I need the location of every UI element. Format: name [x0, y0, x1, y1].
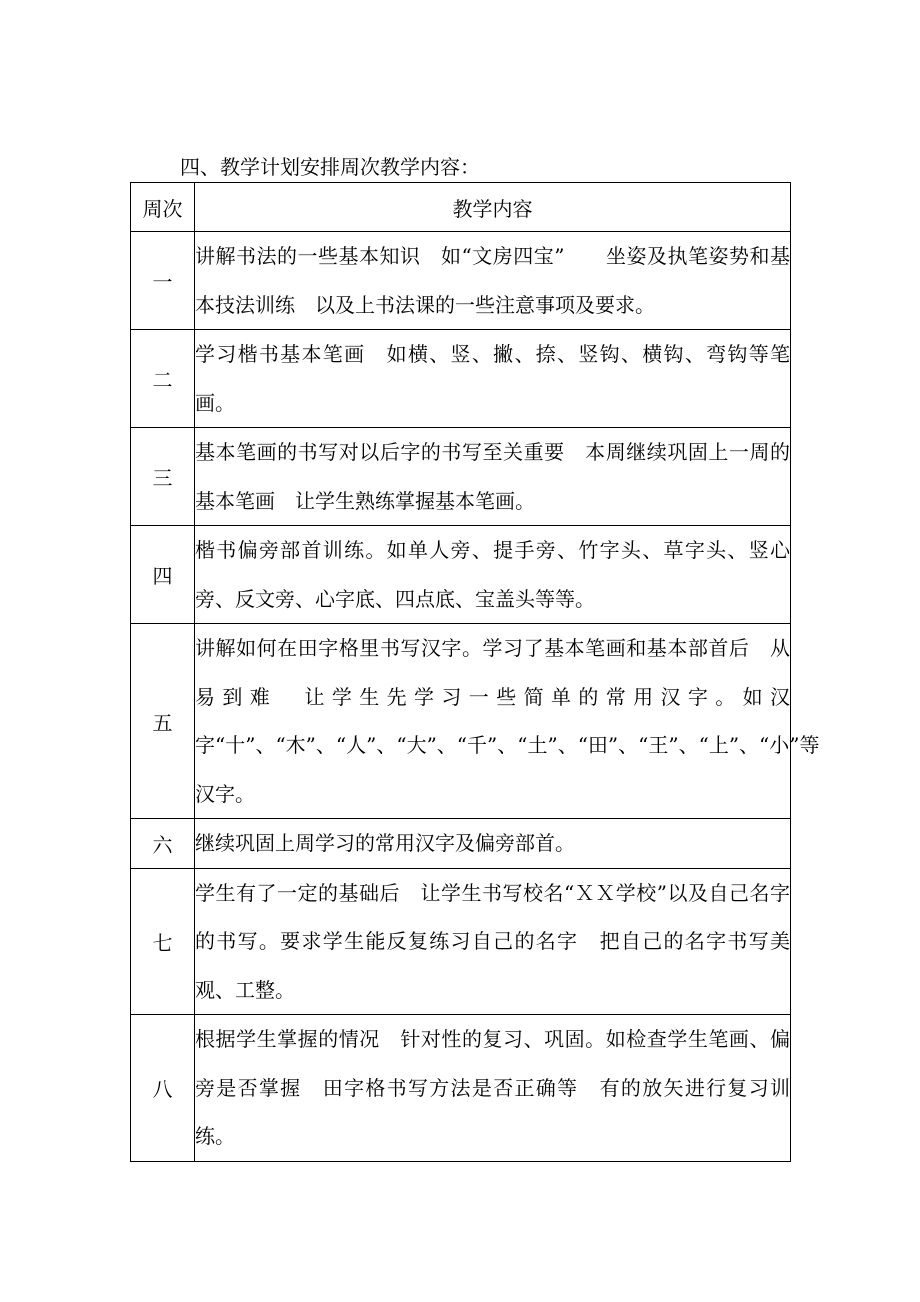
- week-cell: 一: [131, 232, 195, 330]
- header-week: 周次: [131, 183, 195, 232]
- content-cell: 楷书偏旁部首训练。如单人旁、提手旁、竹字头、草字头、竖心旁、反文旁、心字底、四点底、宝盖头等等。: [195, 526, 791, 624]
- week-cell: 三: [131, 428, 195, 526]
- week-cell: 六: [131, 819, 195, 869]
- content-cell: 学生有了一定的基础后 让学生书写校名“ＸＸ学校”以及自己名字的书写。要求学生能反复练习自己的名字 把自己的名字书写美观、工整。: [195, 868, 791, 1015]
- content-cell: 讲解书法的一些基本知识 如“文房四宝” 坐姿及执笔姿势和基本技法训练 以及上书法课的一些注意事项及要求。: [195, 232, 791, 330]
- content-cell: 基本笔画的书写对以后字的书写至关重要 本周继续巩固上一周的基本笔画 让学生熟练掌握基本笔画。: [195, 428, 791, 526]
- week-cell: 二: [131, 330, 195, 428]
- week-cell: 四: [131, 526, 195, 624]
- week-cell: 七: [131, 868, 195, 1015]
- table-row: [131, 868, 791, 1015]
- content-cell: 讲解如何在田字格里书写汉字。学习了基本笔画和基本部首后 从易到难 让学生先学习一些简单的常用汉字。如汉字“十”、“木”、“人”、“大”、“千”、“土”、“田”、“王”、“上”、“小”等汉字。: [195, 624, 791, 819]
- content-cell: 根据学生掌握的情况 针对性的复习、巩固。如检查学生笔画、偏旁是否掌握 田字格书写方法是否正确等 有的放矢进行复习训练。: [195, 1015, 791, 1162]
- teaching-plan-table: [130, 182, 820, 1162]
- header-content: 教学内容: [195, 183, 791, 232]
- table-row: [131, 1015, 791, 1162]
- table-row: [131, 232, 791, 330]
- table-row: [131, 428, 791, 526]
- table-row: [131, 624, 791, 819]
- table-header-row: [131, 183, 791, 232]
- week-cell: 五: [131, 624, 195, 819]
- table-row: [131, 330, 791, 428]
- section-heading: 四、教学计划安排周次教学内容：: [180, 155, 480, 179]
- table-row: [131, 526, 791, 624]
- week-cell: 八: [131, 1015, 195, 1162]
- content-cell: 学习楷书基本笔画 如横、竖、撇、捺、竖钩、横钩、弯钩等笔画。: [195, 330, 791, 428]
- table-row: [131, 819, 791, 869]
- content-cell: 继续巩固上周学习的常用汉字及偏旁部首。: [195, 819, 791, 869]
